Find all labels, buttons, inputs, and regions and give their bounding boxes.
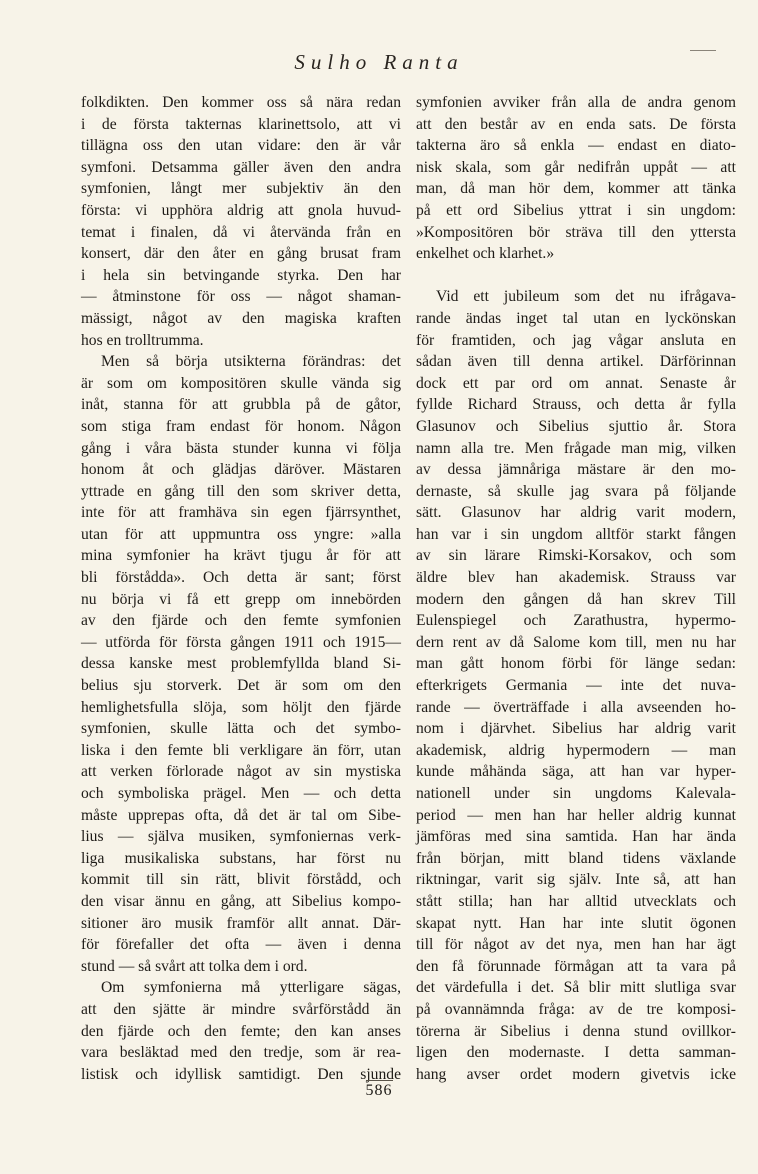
text-line: hang avser ordet modern givetvis icke [416, 1065, 736, 1083]
text-line: lius — själva musiken, symfoniernas verk- [81, 828, 401, 846]
text-line: symfonien, långt mer subjektiv än den [81, 180, 401, 198]
text-line: — åtminstone för oss — något shaman- [81, 288, 401, 306]
text-line: takterna äro så enkla — endast en diato- [416, 137, 736, 155]
text-line: efterkrigets Germania — inte det nuva- [416, 677, 736, 695]
text-line: liga musikaliska substans, har först nu [81, 849, 401, 867]
text-line: period — men han har heller aldrig kunnat [416, 806, 736, 824]
text-line: nu börja vi få ett grepp om innebörden [81, 590, 401, 608]
text-line: törerna är Sibelius i denna stund ovillkor- [416, 1022, 736, 1040]
text-line: belius sju storverk. Det är som om den [81, 677, 401, 695]
text-line: från början, mitt bland tidens växlande [416, 849, 736, 867]
text-line: mina symfonier ha krävt tjugu år för att [81, 547, 401, 565]
text-line: sitioner äro musik framför allt annat. Där- [81, 914, 401, 932]
header-rule-mark [690, 50, 716, 51]
text-line: hos en trolltrumma. [81, 331, 204, 349]
text-line: dessa kanske mest problemfyllda bland Si- [81, 655, 401, 673]
text-line: som stiga fram endast för honom. Någon [81, 417, 401, 435]
text-line: att den består av en enda sats. De första [416, 115, 736, 133]
page-number [0, 1080, 758, 1100]
text-line: Om symfonierna må ytterligare sägas, [101, 979, 401, 997]
text-line: han var i sin ungdom alltför starkt fången [416, 525, 736, 543]
text-line: namn alla tre. Men frågade man mig, vilken [416, 439, 736, 457]
left-column [81, 92, 401, 1085]
text-line: bli förstådda». Och detta är sant; först [81, 569, 401, 587]
text-line: listisk och idyllisk samtidigt. Den sjunde [81, 1065, 401, 1083]
text-line: hemlighetsfulla slöja, som höljt den fjärde [81, 698, 401, 716]
page-number-text: 586 [365, 1082, 393, 1099]
text-line: sådan även till denna artikel. Därförinnan [416, 353, 736, 371]
text-line: modern den gången då han skrev Till [416, 590, 736, 608]
text-line: akademisk, aldrig hypermodern — man [416, 741, 736, 759]
right-column [416, 92, 736, 1085]
text-line: folkdikten. Den kommer oss så nära redan [81, 94, 401, 111]
text-line: på ovannämnda fråga: av de tre komposi- [416, 1000, 736, 1018]
text-line: är som om kompositören skulle vända sig [81, 374, 401, 392]
text-line: Vid ett jubileum som det nu ifrågava- [436, 288, 736, 306]
text-line: kunde måhända säga, att han var hyper- [416, 763, 736, 781]
text-line: första: vi upphöra aldrig att gnola huvud- [81, 201, 401, 219]
text-line: det värdefulla i det. Så blir mitt slutliga svar [416, 979, 736, 997]
text-line: på ett ord Sibelius yttrat i sin ungdom: [416, 201, 736, 219]
text-line: måste upprepas ofta, då det är tal om Sibe- [81, 806, 401, 824]
text-line: utan för att uppmuntra oss yngre: »alla [81, 525, 401, 543]
text-line: dock ett par ord om annat. Senaste år [416, 374, 736, 392]
text-line: i hela sin betvingande styrka. Den har [81, 266, 401, 284]
text-line: liska i den femte bli verkligare än förr, utan [81, 741, 401, 759]
text-line: symfonien, skulle lätta och det symbo- [81, 720, 401, 738]
text-line: nom i djärvhet. Sibelius har aldrig varit [416, 720, 736, 738]
text-line: äldre blev han akademisk. Strauss var [416, 569, 736, 587]
text-line: vara besläktad med den tredje, som är rea- [81, 1044, 401, 1062]
text-line: symfonien avviker från alla de andra genom [416, 94, 736, 111]
text-line: symfoni. Detsamma gäller även den andra [81, 158, 401, 176]
text-line: enkelhet och klarhet.» [416, 245, 555, 263]
text-line: dernaste, så skulle jag svara på följande [416, 482, 736, 500]
text-line: nisk skala, som går nedifrån uppåt — att [416, 158, 736, 176]
text-line: yttrade en gång till den som skriver detta, [81, 482, 401, 500]
text-line: Glasunov och Sibelius sjuttio år. Stora [416, 417, 736, 435]
text-line: inåt, stanna för att grubbla på de gåtor, [81, 396, 401, 414]
text-line: tillägna oss den utan vidare: den är vår [81, 137, 401, 155]
text-line: dern rent av då Salome kom till, men nu har [416, 633, 736, 651]
text-line: för förefaller det ofta — även i denna [81, 936, 401, 954]
text-line: att verken förlorade något av sin mystiska [81, 763, 401, 781]
text-line: temat i finalen, då vi återvända från en [81, 223, 401, 241]
text-line: av sin lärare Rimski-Korsakov, och som [416, 547, 736, 565]
text-line: skapat nytt. Han har inte slutit ögonen [416, 914, 736, 932]
text-line: jämföras med sina samtida. Han har ända [416, 828, 736, 846]
text-line: nationell under sin ungdoms Kalevala- [416, 785, 736, 802]
text-line: sätt. Glasunov har aldrig varit modern, [416, 504, 736, 522]
text-line: den visar ännu en gång, att Sibelius kompo- [81, 892, 401, 910]
text-line: rande — överträffade i alla avseenden ho- [416, 698, 736, 716]
text-line: man gått honom förbi för länge sedan: [416, 655, 736, 673]
text-line: Eulenspiegel och Zarathustra, hypermo- [416, 612, 736, 630]
text-line: kommit till sin rätt, blivit förstådd, och [81, 871, 401, 889]
text-line: honom åt och glädjas däröver. Mästaren [81, 461, 401, 479]
text-line: man, då man hör dem, kommer att tänka [416, 180, 736, 198]
text-line: riktningar, varit sig själv. Inte så, att han [416, 871, 736, 889]
text-line: Men så börja utsikterna förändras: det [101, 353, 401, 371]
text-line: fyllde Richard Strauss, och detta år fylla [416, 396, 736, 414]
text-line: i de första takternas klarinettsolo, att vi [81, 115, 401, 133]
text-line: gång i våra bästa stunder kunna vi följa [81, 439, 401, 457]
text-line: stund — så svårt att tolka dem i ord. [81, 957, 308, 975]
text-line: — utförda för första gången 1911 och 1915— [81, 633, 401, 651]
running-head: Sulho Ranta [294, 50, 464, 74]
text-line: mässigt, något av den magiska kraften [81, 309, 401, 327]
text-line: av dessa jämnåriga mästare är den mo- [416, 461, 736, 479]
text-line: konsert, där den åter en gång brusat fram [81, 245, 401, 263]
text-line: rande ändas inget tal utan en lyckönskan [416, 309, 736, 327]
text-line: inte för att framhäva sin egen fjärrsynthet, [81, 504, 401, 522]
text-line: den fjärde och den femte; den kan anses [81, 1022, 401, 1040]
text-line: för framtiden, och jag vågar ansluta en [416, 331, 736, 349]
text-line: den få förunnade förmågan att ta vara på [416, 957, 736, 975]
text-line: stått stilla; han har alltid utvecklats och [416, 892, 736, 910]
text-line: »Kompositören bör sträva till den yttersta [416, 223, 736, 241]
text-line: av den fjärde och den femte symfonien [81, 612, 401, 630]
paragraph-gap [416, 265, 736, 287]
text-line: ligen den modernaste. I detta samman- [416, 1044, 736, 1062]
text-line: till för något av det nya, men han har ägt [416, 936, 736, 954]
text-line: att den sjätte är mindre svårförstådd än [81, 1000, 401, 1018]
text-line: och symboliska prägel. Men — och detta [81, 785, 401, 802]
